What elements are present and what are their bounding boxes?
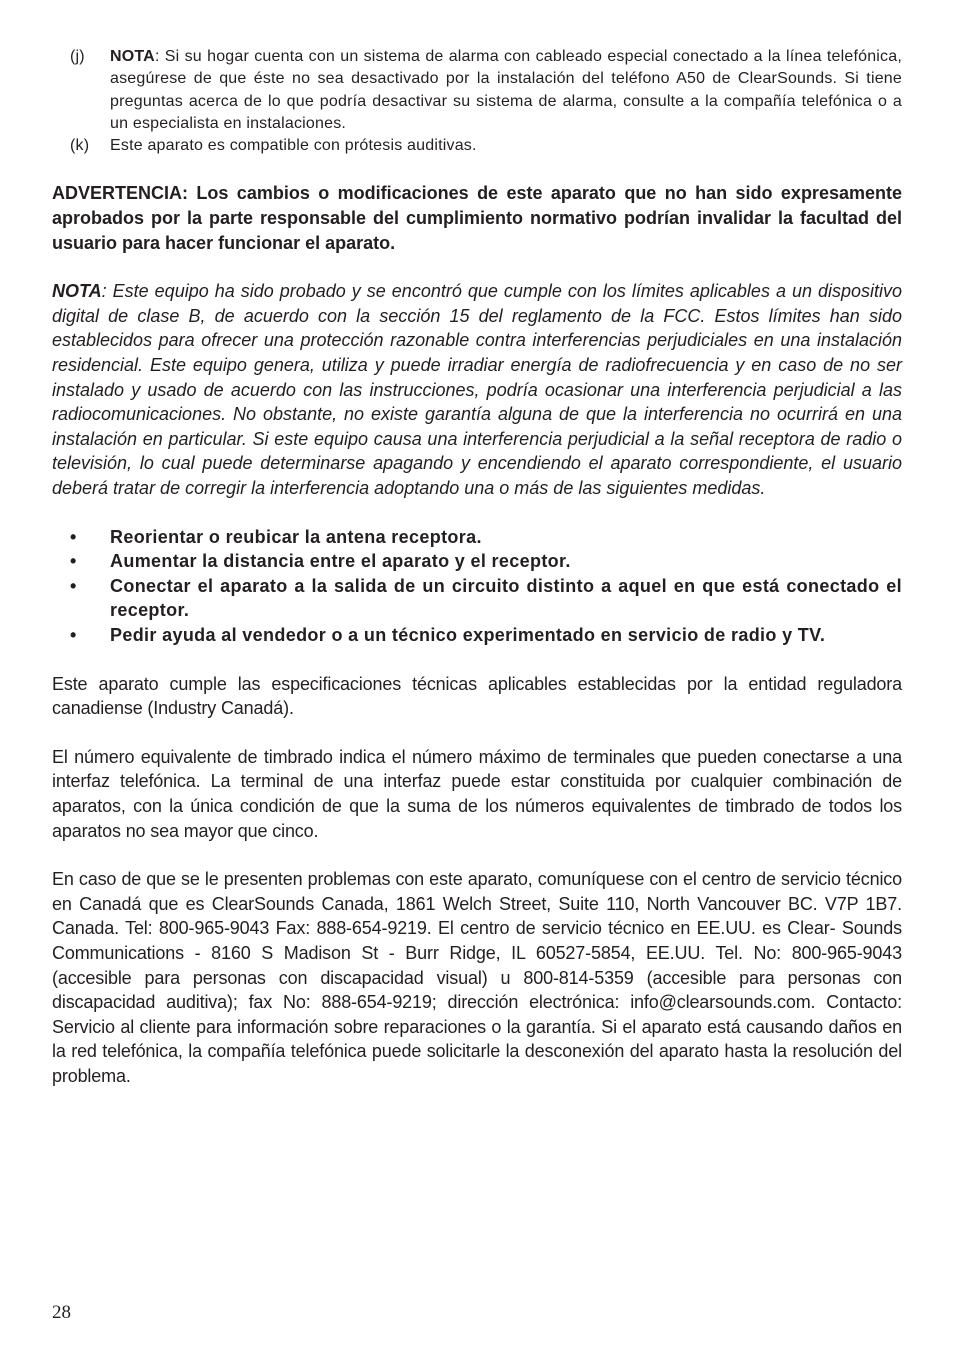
document-page [52,46,902,1106]
bullet-icon: • [70,575,77,596]
service-contact-paragraph: En caso de que se le presenten problemas con este aparato, comuníquese con el centro de servicio técnico en Canadá que es ClearSounds Canada, 1861 Welch Street, Suite 110, North Vancouver BC. V7P 1B7. Canada. Tel: 800-965-9043 Fax: 888-654-9219. El centro de servicio técnico en EE.UU. es Clear- Sounds Communications - 8160 S Madison St - Burr Ridge, IL 60527-5854, EE.UU. Tel. No: 800-965-9043 (accesible para personas con discapacidad visual) u 800-814-5359 (accesible para personas con discapacidad auditiva); fax No: 888-654-9219; dirección electrónica: info@clearsounds.com. Contacto: Servicio al cliente para información sobre reparaciones o la garantía. Si el aparato está causando daños en la red telefónica, la compañía telefónica puede solicitarle la desconexión del aparato hasta la resolución del problema. [52,869,902,1086]
note-body: : Este equipo ha sido probado y se encontró que cumple con los límites aplicables a un dispositivo digital de clase B, de acuerdo con la sección 15 del reglamento de la FCC. Estos límites han sido establecidos para ofrecer una protección razonable contra interferencias perjudiciales en una instalación residencial. Este equipo genera, utiliza y puede irradiar energía de radiofrecuencia y en caso de no ser instalado y usado de acuerdo con las instrucciones, podría ocasionar una interferencia perjudicial a las radiocomunicaciones. No obstante, no existe garantía alguna de que la interferencia no ocurrirá en una instalación en particular. Si este equipo causa una interferencia perjudicial a la señal receptora de radio o televisión, lo cual puede determinarse apagando y encendiendo el aparato correspondiente, el usuario deberá tratar de corregir la interferencia adoptando una o más de las siguientes medidas. [52,281,902,499]
list-item-text: Este aparato es compatible con prótesis auditivas. [110,137,477,155]
bullet-item [52,525,902,550]
list-item-j [52,46,902,135]
bullet-text: Pedir ayuda al vendedor o a un técnico experimentado en servicio de radio y TV. [110,624,826,645]
bullet-item [52,549,902,574]
bullet-list [52,525,902,648]
bullet-item [52,574,902,623]
bullet-icon: • [70,526,77,547]
page-number: 28 [52,1302,71,1323]
list-marker: (j) [70,48,85,65]
bullet-text: Conectar el aparato a la salida de un circuito distinto a aquel en que está conectado el receptor. [110,575,902,621]
list-item-k [52,135,902,157]
fcc-note-paragraph [52,279,902,500]
bullet-icon: • [70,551,77,572]
warning-paragraph: ADVERTENCIA: Los cambios o modificaciones de este aparato que no han sido expresamente aprobados por la parte responsable del cumplimiento normativo podrían invalidar la facultad del usuario para hacer funcionar el aparato. [52,183,902,253]
bullet-text: Aumentar la distancia entre el aparato y el receptor. [110,551,571,572]
bullet-text: Reorientar o reubicar la antena receptora. [110,526,482,547]
industry-canada-paragraph: Este aparato cumple las especificaciones técnicas aplicables establecidas por la entidad reguladora canadiense (Industry Canadá). [52,673,902,719]
ringer-equivalence-paragraph: El número equivalente de timbrado indica el número máximo de terminales que pueden conectarse a una interfaz telefónica. La terminal de una interfaz puede estar constituida por cualquier combinación de aparatos, con la única condición de que la suma de los números equivalentes de timbrado de todos los aparatos no sea mayor que cinco. [52,746,902,841]
list-item-body: : Si su hogar cuenta con un sistema de alarma con cableado especial conectado a la línea telefónica, asegúrese de que éste no sea desactivado por la instalación del teléfono A50 de ClearSounds. Si tiene preguntas acerca de lo que podría desactivar su sistema de alarma, consulte a la compañía telefónica o a un especialista en instalaciones. [110,48,902,132]
list-marker: (k) [70,137,90,155]
list-item-text [110,46,902,135]
note-label: NOTA [52,281,102,302]
bullet-icon: • [70,624,77,645]
nota-label: NOTA [110,48,155,65]
bullet-item [52,623,902,648]
